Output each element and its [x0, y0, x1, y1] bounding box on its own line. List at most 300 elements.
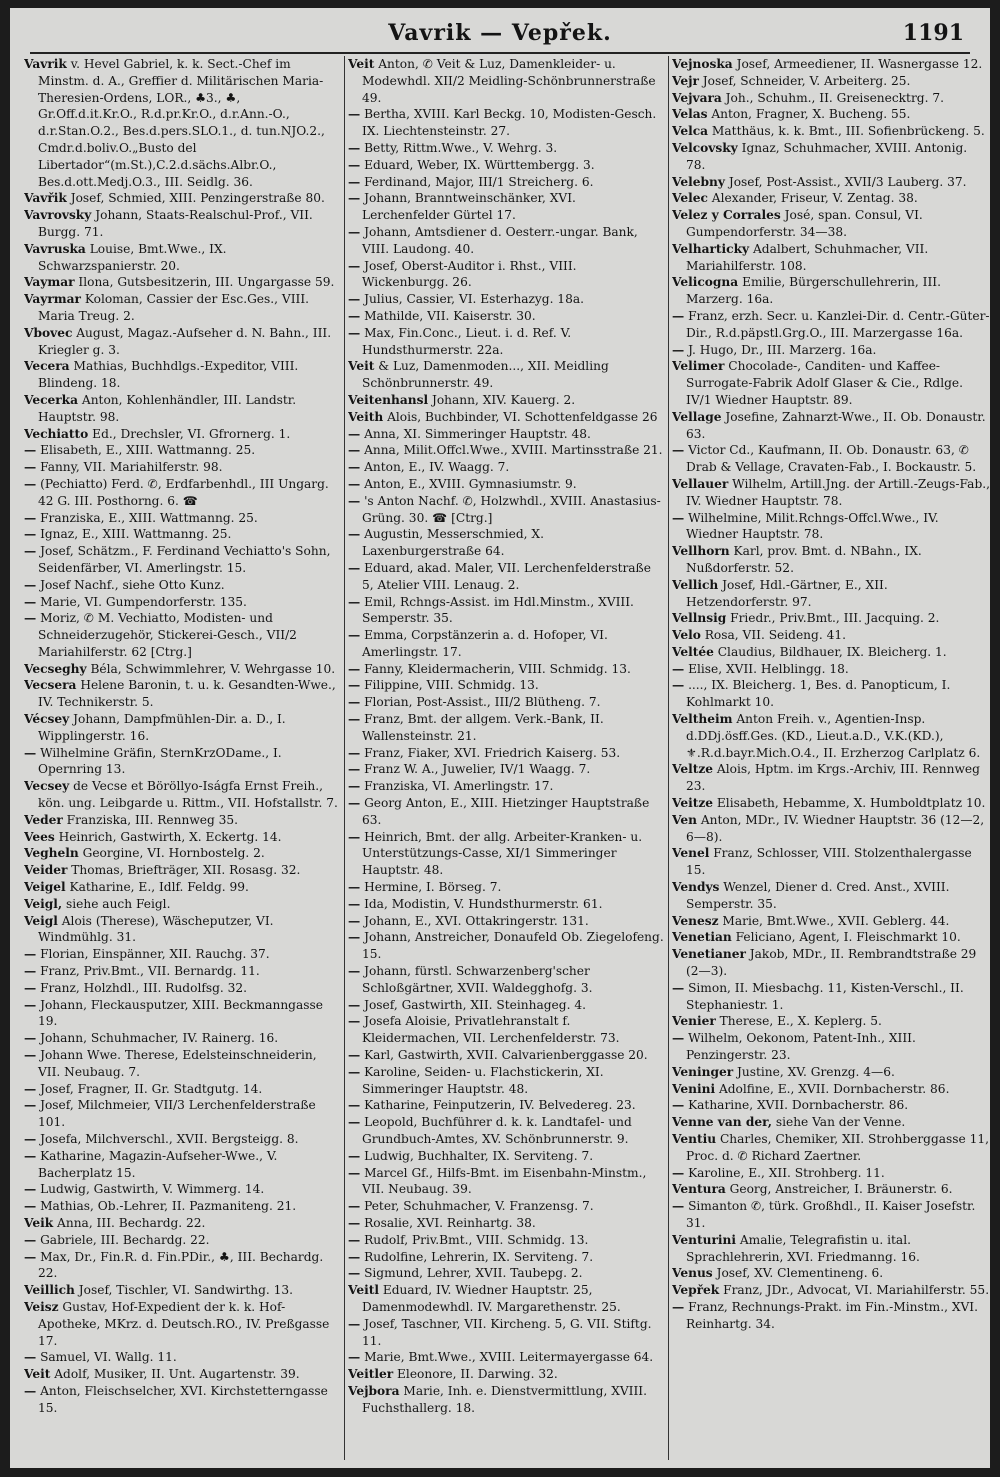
entry-name: Velcovsky: [672, 140, 738, 155]
entry-name: Veigl: [24, 913, 58, 928]
entry-text: Rosalie, XVI. Reinhartg. 38.: [364, 1215, 536, 1230]
entry-text: Mathilde, VII. Kaiserstr. 30.: [364, 308, 536, 323]
entry-text: Victor Cd., Kaufmann, II. Ob. Donaustr. 63, ✆ Drab & Vellage, Cravaten-Fab., I. Bockaustr. 5.: [686, 443, 977, 475]
entry-text: Koloman, Cassier der Esc.Ges., VIII. Maria Treug. 2.: [38, 292, 310, 323]
entry-name: —: [348, 997, 361, 1012]
entry-text: Franz, Bmt. der allgem. Verk.-Bank, II. Wallensteinstr. 21.: [362, 712, 604, 743]
entry-text: Sigmund, Lehrer, XVII. Taubерg. 2.: [364, 1266, 583, 1281]
directory-entry: [348, 694, 666, 711]
entry-text: Johann, Anstreicher, Donaufeld Ob. Ziegelofeng. 15.: [362, 930, 664, 962]
entry-name: Vecseghy: [24, 661, 87, 676]
directory-entry: [24, 1131, 342, 1148]
entry-text: siehe Van der Venne.: [775, 1115, 906, 1130]
entry-name: —: [24, 476, 37, 491]
entry-name: —: [24, 1081, 37, 1096]
entry-text: Emilie, Bürgerschullehrerin, III. Marzerg. 16a.: [686, 275, 941, 307]
entry-text: Rudolfine, Lehrerin, IX. Serviteng. 7.: [364, 1249, 594, 1264]
entry-name: Venturini: [672, 1232, 736, 1247]
directory-entry: [672, 1299, 990, 1333]
entry-text: Anton Freih. v., Agentien-Insp. d.DDj.ösff.Ges. (KD., Lieut.a.D., V.K.(KD.), ⚜.R.d.bayr.Mich.O.4., II. Erzherzog Carlplatz 6.: [686, 712, 981, 760]
entry-name: —: [348, 443, 361, 458]
entry-text: Anton, E., XVIII. Gymnasiumstr. 9.: [364, 476, 577, 491]
column-middle: [348, 56, 666, 1462]
entry-text: Anna, XI. Simmeringer Hauptstr. 48.: [364, 426, 591, 441]
entry-name: Veitenhansl: [348, 392, 429, 407]
entry-name: —: [348, 762, 361, 777]
entry-name: Venel: [672, 846, 710, 861]
entry-name: Vavrovsky: [24, 208, 92, 223]
entry-text: Josef, Tischler, VI. Sandwirthg. 13.: [78, 1283, 294, 1298]
directory-entry: [348, 392, 666, 409]
directory-entry: [24, 56, 342, 190]
directory-entry: [348, 997, 666, 1014]
entry-text: Johann, E., XVI. Ottakringerstr. 131.: [364, 913, 589, 928]
directory-entry: [24, 207, 342, 241]
entry-name: —: [24, 1232, 37, 1247]
entry-name: Vellage: [672, 409, 722, 424]
directory-entry: [672, 1282, 990, 1299]
directory-entry: [672, 106, 990, 123]
entry-name: —: [672, 980, 685, 995]
entry-text: Ferdinand, Major, III/1 Streicherg. 6.: [364, 174, 594, 189]
directory-entry: [672, 1131, 990, 1165]
directory-entry: [348, 1232, 666, 1249]
directory-entry: [672, 442, 990, 476]
directory-entry: [24, 879, 342, 896]
directory-entry: [672, 1114, 990, 1131]
entry-name: Venetianer: [672, 947, 746, 962]
entry-name: Velimer: [672, 359, 725, 374]
entry-name: —: [672, 678, 685, 693]
entry-name: Velec: [672, 191, 708, 206]
entry-name: —: [348, 325, 361, 340]
directory-entry: [24, 577, 342, 594]
entry-name: —: [348, 1350, 361, 1365]
directory-entry: [348, 1114, 666, 1148]
directory-entry: [24, 862, 342, 879]
directory-entry: [672, 174, 990, 191]
entry-name: Vavřik: [24, 191, 67, 206]
entry-text: Alexander, Friseur, V. Zentag. 38.: [711, 191, 918, 206]
entry-text: Emma, Corpstänzerin a. d. Hofoper, VI. Amerlingstr. 17.: [362, 628, 608, 659]
directory-entry: [672, 1232, 990, 1266]
directory-entry: [348, 442, 666, 459]
entry-name: —: [24, 745, 37, 760]
entry-name: Vendys: [672, 880, 720, 895]
directory-entry: [24, 1198, 342, 1215]
directory-entry: [348, 963, 666, 997]
entry-name: Veitze: [672, 796, 714, 811]
directory-entry: [24, 896, 342, 913]
entry-name: Vellich: [672, 577, 719, 592]
entry-name: Veder: [24, 812, 63, 827]
directory-entry: [672, 812, 990, 846]
entry-text: Marie, Bmt.Wwe., XVIII. Leitermayergasse 64.: [364, 1350, 654, 1365]
entry-name: —: [24, 1048, 37, 1063]
entry-name: —: [24, 947, 37, 962]
entry-text: Thomas, Briefträger, XII. Rosasg. 32.: [71, 863, 301, 878]
directory-entry: [672, 1064, 990, 1081]
entry-name: —: [348, 308, 361, 323]
entry-text: Leopold, Buchführer d. k. k. Landtafel- und Grundbuch-Amtes, XV. Schönbrunnerstr. 9.: [362, 1115, 632, 1146]
directory-entry: [24, 997, 342, 1031]
entry-text: Johann, Amtsdiener d. Oesterr.-ungar. Bank, VIII. Laudong. 40.: [362, 224, 638, 256]
entry-text: Josef, Schneider, V. Arbeiterg. 25.: [702, 73, 911, 88]
entry-name: Velo: [672, 628, 701, 643]
entry-text: Josef, Milchmeier, VII/3 Lerchenfelderstraße 101.: [38, 1098, 316, 1130]
entry-name: —: [24, 1031, 37, 1046]
entry-name: Vecsera: [24, 678, 77, 693]
entry-text: Georg, Anstreicher, I. Bräunerstr. 6.: [729, 1182, 953, 1197]
directory-entry: [24, 980, 342, 997]
entry-text: Katharine, XVII. Dornbacherstr. 86.: [688, 1098, 909, 1113]
entry-text: Louise, Bmt.Wwe., IX. Schwarzspanierstr. 20.: [38, 241, 227, 273]
entry-name: —: [348, 140, 361, 155]
directory-entry: [348, 913, 666, 930]
directory-entry: [348, 1165, 666, 1199]
directory-entry: [672, 929, 990, 946]
entry-name: —: [348, 964, 361, 979]
entry-text: Anton, Fragner, X. Bucheng. 55.: [711, 107, 911, 122]
entry-text: Ida, Modistin, V. Hundsthurmerstr. 61.: [364, 896, 603, 911]
entry-text: Gabriele, III. Bechardg. 22.: [40, 1232, 210, 1247]
entry-text: Simon, II. Miesbachg. 11, Kisten-Verschl., II. Stephaniestr. 1.: [686, 980, 964, 1012]
entry-text: Josefine, Zahnarzt-Wwe., II. Ob. Donaustr. 63.: [686, 409, 986, 441]
entry-name: —: [348, 191, 361, 206]
entry-text: Johann, Dampfmühlen-Dir. a. D., I. Wipplingerstr. 16.: [38, 712, 286, 743]
directory-entry: [24, 459, 342, 476]
directory-entry: [348, 1265, 666, 1282]
entry-text: Eduard, akad. Maler, VII. Lerchenfelderstraße 5, Atelier VIII. Lenaug. 2.: [362, 560, 651, 592]
directory-entry: [24, 1299, 342, 1349]
directory-entry: [348, 1383, 666, 1417]
directory-entry: [348, 778, 666, 795]
entry-name: Vechiatto: [24, 426, 89, 441]
entry-text: Feliciano, Agent, I. Fleischmarkt 10.: [735, 930, 961, 945]
entry-text: Gustav, Hof-Expedient der k. k. Hof-Apotheke, MKrz. d. Deutsch.RO., IV. Preßgasse 17.: [38, 1299, 330, 1348]
directory-entry: [348, 308, 666, 325]
entry-name: —: [348, 594, 361, 609]
directory-entry: [672, 795, 990, 812]
entry-name: —: [348, 829, 361, 844]
entry-name: Veltze: [672, 762, 714, 777]
entry-name: —: [348, 628, 361, 643]
entry-text: Johann, Staats-Realschul-Prof., VII. Burgg. 71.: [38, 208, 313, 239]
entry-text: Adalbert, Schuhmacher, VII. Mariahilferstr. 108.: [686, 241, 929, 273]
directory-entry: [348, 291, 666, 308]
entry-name: —: [672, 1299, 685, 1314]
entry-name: —: [672, 1031, 685, 1046]
entry-name: Vecerka: [24, 392, 79, 407]
directory-entry: [348, 1366, 666, 1383]
directory-entry: [672, 1097, 990, 1114]
entry-name: Veltée: [672, 644, 714, 659]
entry-text: Josef, XV. Clementineng. 6.: [716, 1266, 884, 1281]
entry-text: Joh., Schuhm., II. Greisenecktrg. 7.: [725, 90, 944, 105]
page-header: [30, 16, 970, 54]
entry-text: Josef Nachf., siehe Otto Kunz.: [40, 577, 225, 592]
entry-text: Justine, XV. Grenzg. 4—6.: [737, 1064, 895, 1079]
entry-name: —: [24, 997, 37, 1012]
directory-entry: [24, 1232, 342, 1249]
entry-text: Franziska, E., XIII. Wattmanng. 25.: [40, 510, 258, 525]
entry-name: —: [672, 1098, 685, 1113]
entry-name: —: [348, 527, 361, 542]
directory-entry: [672, 761, 990, 795]
entry-text: J. Hugo, Dr., III. Marzerg. 16a.: [688, 342, 877, 357]
entry-text: Wilhelm, Artill.Jng. der Artill.-Zeugs-Fab., IV. Wiedner Hauptstr. 78.: [686, 476, 990, 508]
directory-entry: [24, 1249, 342, 1283]
directory-entry: [672, 1030, 990, 1064]
entry-name: —: [348, 712, 361, 727]
entry-name: Veik: [24, 1215, 54, 1230]
directory-entry: [348, 745, 666, 762]
entry-text: Karl, prov. Bmt. d. NBahn., IX. Nußdorferstr. 52.: [686, 544, 922, 575]
entry-text: Franz, Fiaker, XVI. Friedrich Kaiserg. 53.: [364, 745, 621, 760]
entry-name: Venne van der,: [672, 1115, 772, 1130]
entry-text: Franz, erzh. Secr. u. Kanzlei-Dir. d. Centr.-Güter-Dir., R.d.päpstl.Grg.O., III. Marzergasse 16a.: [686, 308, 990, 340]
entry-text: Franz, JDr., Advocat, VI. Mariahilferstr. 55.: [723, 1283, 990, 1298]
entry-text: (Pechiatto) Ferd. ✆, Erdfarbenhdl., III Ungarg. 42 G. III. Posthorng. 6. ☎: [38, 476, 329, 508]
directory-entry: [672, 677, 990, 711]
column-left: [24, 56, 342, 1462]
directory-entry: [672, 1265, 990, 1282]
entry-text: Mathias, Ob.-Lehrer, II. Pazmaniteng. 21.: [40, 1199, 297, 1214]
entry-text: Johann, Fleckausputzer, XIII. Beckmanngasse 19.: [38, 997, 323, 1029]
entry-name: Vellauer: [672, 476, 729, 491]
directory-entry: [24, 711, 342, 745]
directory-entry: [672, 980, 990, 1014]
entry-text: Peter, Schuhmacher, V. Franzensg. 7.: [364, 1199, 594, 1214]
entry-name: —: [24, 1098, 37, 1113]
entry-name: —: [672, 308, 685, 323]
entry-name: Veit: [24, 1367, 51, 1382]
entry-text: Josef, Taschner, VII. Kircheng. 5, G. VII. Stiftg. 11.: [362, 1316, 652, 1348]
directory-entry: [672, 1181, 990, 1198]
directory-entry: [24, 1081, 342, 1098]
entry-name: Veltheim: [672, 712, 733, 727]
entry-text: Helene Baronin, t. u. k. Gesandten-Wwe., IV. Technikerstr. 5.: [38, 678, 336, 710]
directory-entry: [348, 1282, 666, 1316]
entry-text: Ludwig, Gastwirth, V. Wimmerg. 14.: [40, 1182, 265, 1197]
entry-name: Velebny: [672, 174, 725, 189]
entry-name: —: [24, 527, 37, 542]
directory-entry: [672, 845, 990, 879]
entry-text: Florian, Einspänner, XII. Rauchg. 37.: [40, 947, 270, 962]
entry-text: de Vecse et Böröllyo-Iságfa Ernst Freih., kön. ung. Leibgarde u. Rittm., VII. Hofstallstr. 7.: [38, 779, 338, 811]
directory-entry: [672, 241, 990, 275]
directory-entry: [672, 946, 990, 980]
entry-name: Vellhorn: [672, 544, 730, 559]
entry-text: Johann, Branntweinschänker, XVI. Lerchenfelder Gürtel 17.: [362, 191, 576, 223]
entry-text: Josefa Aloisie, Privatlehranstalt f. Kleidermachen, VII. Lerchenfelderstr. 73.: [362, 1014, 620, 1046]
entry-text: Wilhelm, Oekonom, Patent-Inh., XIII. Penzingerstr. 23.: [686, 1031, 916, 1063]
entry-text: Adolf, Musiker, II. Unt. Augartenstr. 39.: [54, 1367, 300, 1382]
entry-name: —: [348, 779, 361, 794]
entry-text: Ignaz, E., XIII. Wattmanng. 25.: [40, 527, 232, 542]
entry-name: Vavruska: [24, 241, 86, 256]
directory-entry: [348, 929, 666, 963]
directory-entry: [672, 56, 990, 73]
entry-name: —: [24, 1148, 37, 1163]
entry-name: Veisz: [24, 1299, 59, 1314]
entry-text: Heinrich, Bmt. der allg. Arbeiter-Kranken- u. Unterstützungs-Casse, XI/1 Simmeringer Hauptstr. 48.: [362, 829, 643, 878]
entry-text: Karoline, E., XII. Strohberg. 11.: [688, 1165, 885, 1180]
entry-text: 's Anton Nachf. ✆, Holzwhdl., XVIII. Anastasius-Grüng. 30. ☎ [Ctrg.]: [362, 493, 661, 525]
entry-name: —: [348, 1115, 361, 1130]
entry-name: Veit: [348, 57, 375, 71]
entry-text: Georgine, VI. Hornbostelg. 2.: [82, 846, 265, 861]
entry-text: Franz W. A., Juwelier, IV/1 Waagg. 7.: [364, 762, 591, 777]
directory-entry: [348, 795, 666, 829]
entry-text: Alois, Hptm. im Krgs.-Archiv, III. Rennweg 23.: [686, 762, 980, 794]
entry-text: Moriz, ✆ M. Vechiatto, Modisten- und Schneiderzugehör, Stickerei-Gesch., VII/2 Mariahilferstr. 62 [Ctrg.]: [38, 611, 297, 659]
entry-name: —: [348, 493, 361, 508]
directory-entry: [672, 476, 990, 510]
entry-name: —: [348, 292, 361, 307]
directory-entry: [24, 392, 342, 426]
entry-text: Samuel, VI. Wallg. 11.: [40, 1350, 177, 1365]
directory-entry: [24, 829, 342, 846]
entry-name: Venesz: [672, 913, 719, 928]
entry-text: Johann, XIV. Kauerg. 2.: [431, 392, 576, 407]
entry-text: Adolfine, E., XVII. Dornbacherstr. 86.: [718, 1081, 950, 1096]
directory-entry: [24, 963, 342, 980]
directory-entry: [672, 190, 990, 207]
entry-name: Venetian: [672, 930, 732, 945]
entry-text: Alois, Buchbinder, VI. Schottenfeldgasse 26: [387, 409, 658, 424]
directory-entry: [24, 274, 342, 291]
entry-text: Fanny, Kleidermacherin, VIII. Schmidg. 13.: [364, 661, 631, 676]
entry-name: —: [348, 1048, 361, 1063]
directory-entry: [672, 1013, 990, 1030]
entry-text: José, span. Consul, VI. Gumpendorferstr. 34—38.: [686, 208, 923, 239]
directory-entry: [672, 577, 990, 611]
entry-name: —: [348, 1014, 361, 1029]
entry-text: Josef, Oberst-Auditor i. Rhst., VIII. Wickenburgg. 26.: [362, 258, 577, 290]
entry-text: Ed., Drechsler, VI. Gfrornerg. 1.: [92, 426, 291, 441]
directory-entry: [24, 677, 342, 711]
entry-name: —: [348, 560, 361, 575]
entry-name: —: [348, 426, 361, 441]
directory-entry: [672, 711, 990, 761]
entry-name: Vaymar: [24, 275, 75, 290]
entry-text: Marcel Gf., Hilfs-Bmt. im Eisenbahn-Minstm., VII. Neubaug. 39.: [362, 1165, 647, 1197]
directory-entry: [348, 459, 666, 476]
entry-text: Matthäus, k. k. Bmt., III. Sofienbrückeng. 5.: [711, 124, 985, 139]
entry-text: Elise, XVII. Helblingg. 18.: [688, 661, 849, 676]
entry-text: Elisabeth, E., XIII. Wattmanng. 25.: [40, 443, 256, 458]
directory-entry: [348, 1198, 666, 1215]
entry-name: —: [672, 510, 685, 525]
entry-name: Velharticky: [672, 241, 750, 256]
entry-name: Ventiu: [672, 1132, 717, 1146]
directory-entry: [348, 594, 666, 628]
entry-text: Franz, Rechnungs-Prakt. im Fin.-Minstm., XVI. Reinhartg. 34.: [686, 1299, 978, 1331]
entry-text: Jakob, MDr., II. Rembrandtstraße 29 (2—3).: [686, 947, 977, 979]
directory-entry: [348, 476, 666, 493]
entry-text: Amalie, Telegrafistin u. ital. Sprachlehrerin, XVI. Friedmanng. 16.: [686, 1232, 920, 1264]
entry-name: Vees: [24, 829, 55, 844]
entry-name: —: [672, 1199, 685, 1214]
entry-name: —: [348, 1232, 361, 1247]
entry-name: Venini: [672, 1081, 716, 1096]
directory-entry: [348, 879, 666, 896]
directory-entry: [24, 291, 342, 325]
entry-name: —: [348, 1215, 361, 1230]
directory-entry: [348, 426, 666, 443]
directory-entry: [348, 224, 666, 258]
entry-text: siehe auch Feigl.: [66, 896, 171, 911]
directory-entry: [672, 879, 990, 913]
directory-entry: [348, 56, 666, 106]
entry-text: Anton, Kohlenhändler, III. Landstr. Hauptstr. 98.: [38, 392, 297, 424]
directory-entry: [24, 1215, 342, 1232]
directory-entry: [672, 358, 990, 408]
entry-name: —: [348, 1165, 361, 1180]
entry-name: —: [348, 695, 361, 710]
directory-entry: [24, 241, 342, 275]
entry-text: Franz, Schlosser, VIII. Stolzenthalergasse 15.: [686, 846, 972, 878]
entry-text: Wenzel, Diener d. Cred. Anst., XVIII. Semperstr. 35.: [686, 880, 950, 911]
directory-entry: [24, 1366, 342, 1383]
directory-entry: [24, 325, 342, 359]
entry-name: —: [348, 1199, 361, 1214]
entry-name: Vécsey: [24, 712, 70, 727]
entry-text: Eleonore, II. Darwing. 32.: [397, 1367, 558, 1382]
entry-text: Simanton ✆, türk. Großhdl., II. Kaiser Josefstr. 31.: [686, 1199, 976, 1230]
directory-entry: [348, 140, 666, 157]
entry-name: —: [348, 930, 361, 945]
entry-text: Wilhelmine, Milit.Rchngs-Offcl.Wwe., IV. Wiedner Hauptstr. 78.: [686, 510, 939, 542]
entry-name: —: [24, 510, 37, 525]
directory-entry: [672, 661, 990, 678]
entry-text: Anton, Fleischselcher, XVI. Kirchstetterngasse 15.: [38, 1383, 328, 1415]
entry-text: Augustin, Messerschmied, X. Laxenburgerstraße 64.: [362, 527, 544, 559]
directory-entry: [348, 1013, 666, 1047]
entry-text: Karoline, Seiden- u. Flachstickerin, XI. Simmeringer Hauptstr. 48.: [362, 1064, 604, 1096]
entry-name: Veigl,: [24, 896, 63, 911]
entry-name: Veninger: [672, 1064, 734, 1079]
entry-text: Rosa, VII. Seideng. 41.: [704, 628, 846, 643]
entry-name: —: [672, 661, 685, 676]
entry-name: Veith: [348, 409, 384, 424]
column-right: [672, 56, 990, 1462]
directory-entry: [672, 543, 990, 577]
entry-name: —: [348, 476, 361, 491]
entry-text: Ilona, Gutsbesitzerin, III. Ungargasse 59.: [78, 275, 335, 290]
entry-name: —: [24, 964, 37, 979]
entry-text: Marie, Inh. e. Dienstvermittlung, XVIII. Fuchsthallerg. 18.: [362, 1383, 647, 1415]
entry-text: Josef, Gastwirth, XII. Steinhageg. 4.: [364, 997, 586, 1012]
directory-entry: [672, 1198, 990, 1232]
directory-entry: [672, 308, 990, 342]
entry-text: Franziska, III. Rennweg 35.: [66, 812, 239, 827]
entry-name: —: [348, 157, 361, 172]
entry-text: Anton, ✆ Veit & Luz, Damenkleider- u. Modewhdl. XII/2 Meidling-Schönbrunnerstraße 49.: [362, 57, 656, 105]
columns: [24, 56, 990, 1462]
entry-name: Velez y Corrales: [672, 208, 781, 223]
entry-text: Bertha, XVIII. Karl Beckg. 10, Modisten-Gesch. IX. Liechtensteinstr. 27.: [362, 107, 657, 139]
entry-text: August, Magaz.-Aufseher d. N. Bahn., III. Kriegler g. 3.: [38, 325, 332, 357]
entry-text: Emil, Rchngs-Assist. im Hdl.Minstm., XVIII. Semperstr. 35.: [362, 594, 634, 626]
directory-entry: [348, 661, 666, 678]
entry-text: Johann Wwe. Therese, Edelsteinschneiderin, VII. Neubaug. 7.: [38, 1048, 317, 1079]
entry-text: Mathias, Buchhdlgs.-Expeditor, VIII. Blindeng. 18.: [38, 359, 299, 391]
directory-entry: [24, 476, 342, 510]
entry-name: —: [24, 1199, 37, 1214]
entry-name: Vejr: [672, 73, 699, 88]
